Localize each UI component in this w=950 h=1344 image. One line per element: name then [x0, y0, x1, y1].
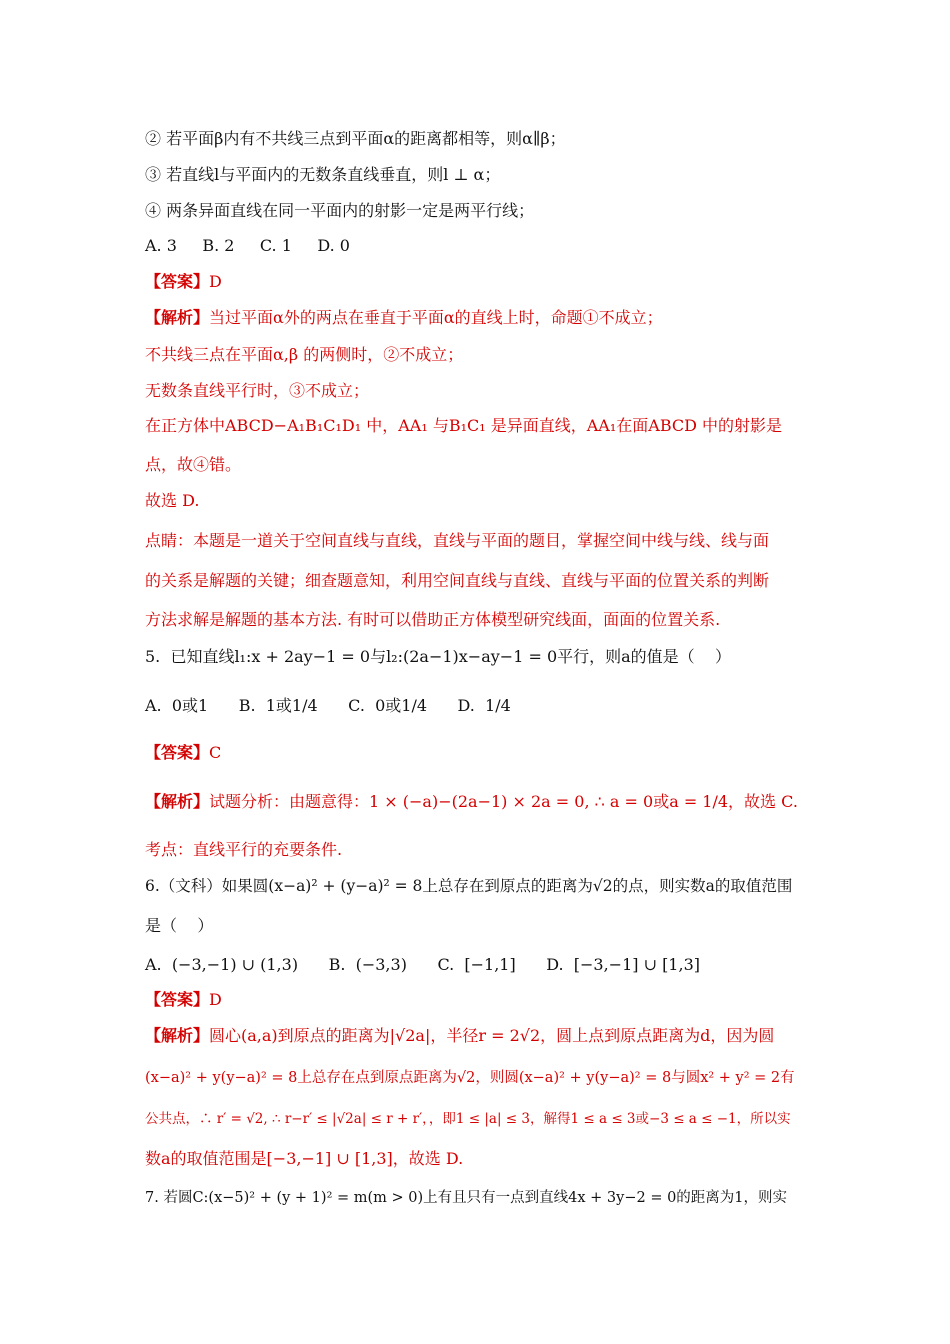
analysis-line: 【解析】圆心(a,a)到原点的距离为|√2a|，半径r = 2√2，圆上点到原点距离为d，因为圆 — [145, 1026, 775, 1045]
text-line: ④ 两条异面直线在同一平面内的射影一定是两平行线； — [145, 201, 535, 220]
text-line: 考点：直线平行的充要条件. — [145, 840, 343, 859]
analysis-line: 【解析】当过平面α外的两点在垂直于平面α的直线上时，命题①不成立； — [145, 308, 663, 327]
analysis-line: 【解析】试题分析：由题意得：1 × (−a)−(2a−1) × 2a = 0, ∴ a = 0或a = 1/4，故选 C. — [145, 792, 798, 811]
question-line: 6.（文科）如果圆(x−a)² + (y−a)² = 8上总存在到原点的距离为√2的点，则实数a的取值范围 — [145, 877, 793, 895]
options-line: A. (−3,−1) ∪ (1,3) B. (−3,3) C. [−1,1] D. [−3,−1] ∪ [1,3] — [145, 955, 700, 974]
text-line: 在正方体中ABCD−A₁B₁C₁D₁ 中，AA₁ 与B₁C₁ 是异面直线，AA₁在面ABCD 中的射影是 — [145, 416, 783, 435]
question-line: 5. 已知直线l₁:x + 2ay−1 = 0与l₂:(2a−1)x−ay−1 = 0平行，则a的值是（ ） — [145, 647, 732, 666]
answer-line: 【答案】D — [145, 990, 222, 1009]
text-line: ② 若平面β内有不共线三点到平面α的距离都相等，则α∥β； — [145, 129, 566, 148]
text-line: 方法求解是解题的基本方法. 有时可以借助正方体模型研究线面，面面的位置关系. — [145, 610, 721, 629]
answer-line: 【答案】D — [145, 272, 222, 291]
options-line: A. 3 B. 2 C. 1 D. 0 — [145, 236, 350, 255]
text-line: 点睛：本题是一道关于空间直线与直线，直线与平面的题目，掌握空间中线与线、线与面 — [145, 531, 770, 550]
text-line: 数a的取值范围是[−3,−1] ∪ [1,3]，故选 D. — [145, 1149, 464, 1168]
text-line: 公共点，∴ r′ = √2, ∴ r−r′ ≤ |√2a| ≤ r + r′，，即1 ≤ |a| ≤ 3，解得1 ≤ a ≤ 3或−3 ≤ a ≤ −1，所以实 — [145, 1111, 791, 1127]
text-line: 是（ ） — [145, 916, 214, 935]
text-line: 无数条直线平行时，③不成立； — [145, 381, 370, 400]
options-line: A. 0或1 B. 1或1/4 C. 0或1/4 D. 1/4 — [145, 696, 511, 715]
question-line: 7. 若圆C:(x−5)² + (y + 1)² = m(m > 0)上有且只有一点到直线4x + 3y−2 = 0的距离为1，则实 — [145, 1190, 788, 1206]
answer-line: 【答案】C — [145, 743, 222, 762]
text-line: (x−a)² + y(y−a)² = 8上总存在点到原点距离为√2，则圆(x−a)² + y(y−a)² = 8与圆x² + y² = 2有 — [145, 1070, 795, 1086]
text-line: 不共线三点在平面α,β 的两侧时，②不成立； — [145, 345, 464, 364]
text-line: 点，故④错。 — [145, 455, 242, 474]
text-line: 故选 D. — [145, 491, 200, 510]
text-line: 的关系是解题的关键；细查题意知，利用空间直线与直线、直线与平面的位置关系的判断 — [145, 571, 770, 590]
text-line: ③ 若直线l与平面内的无数条直线垂直，则l ⊥ α； — [145, 165, 501, 184]
